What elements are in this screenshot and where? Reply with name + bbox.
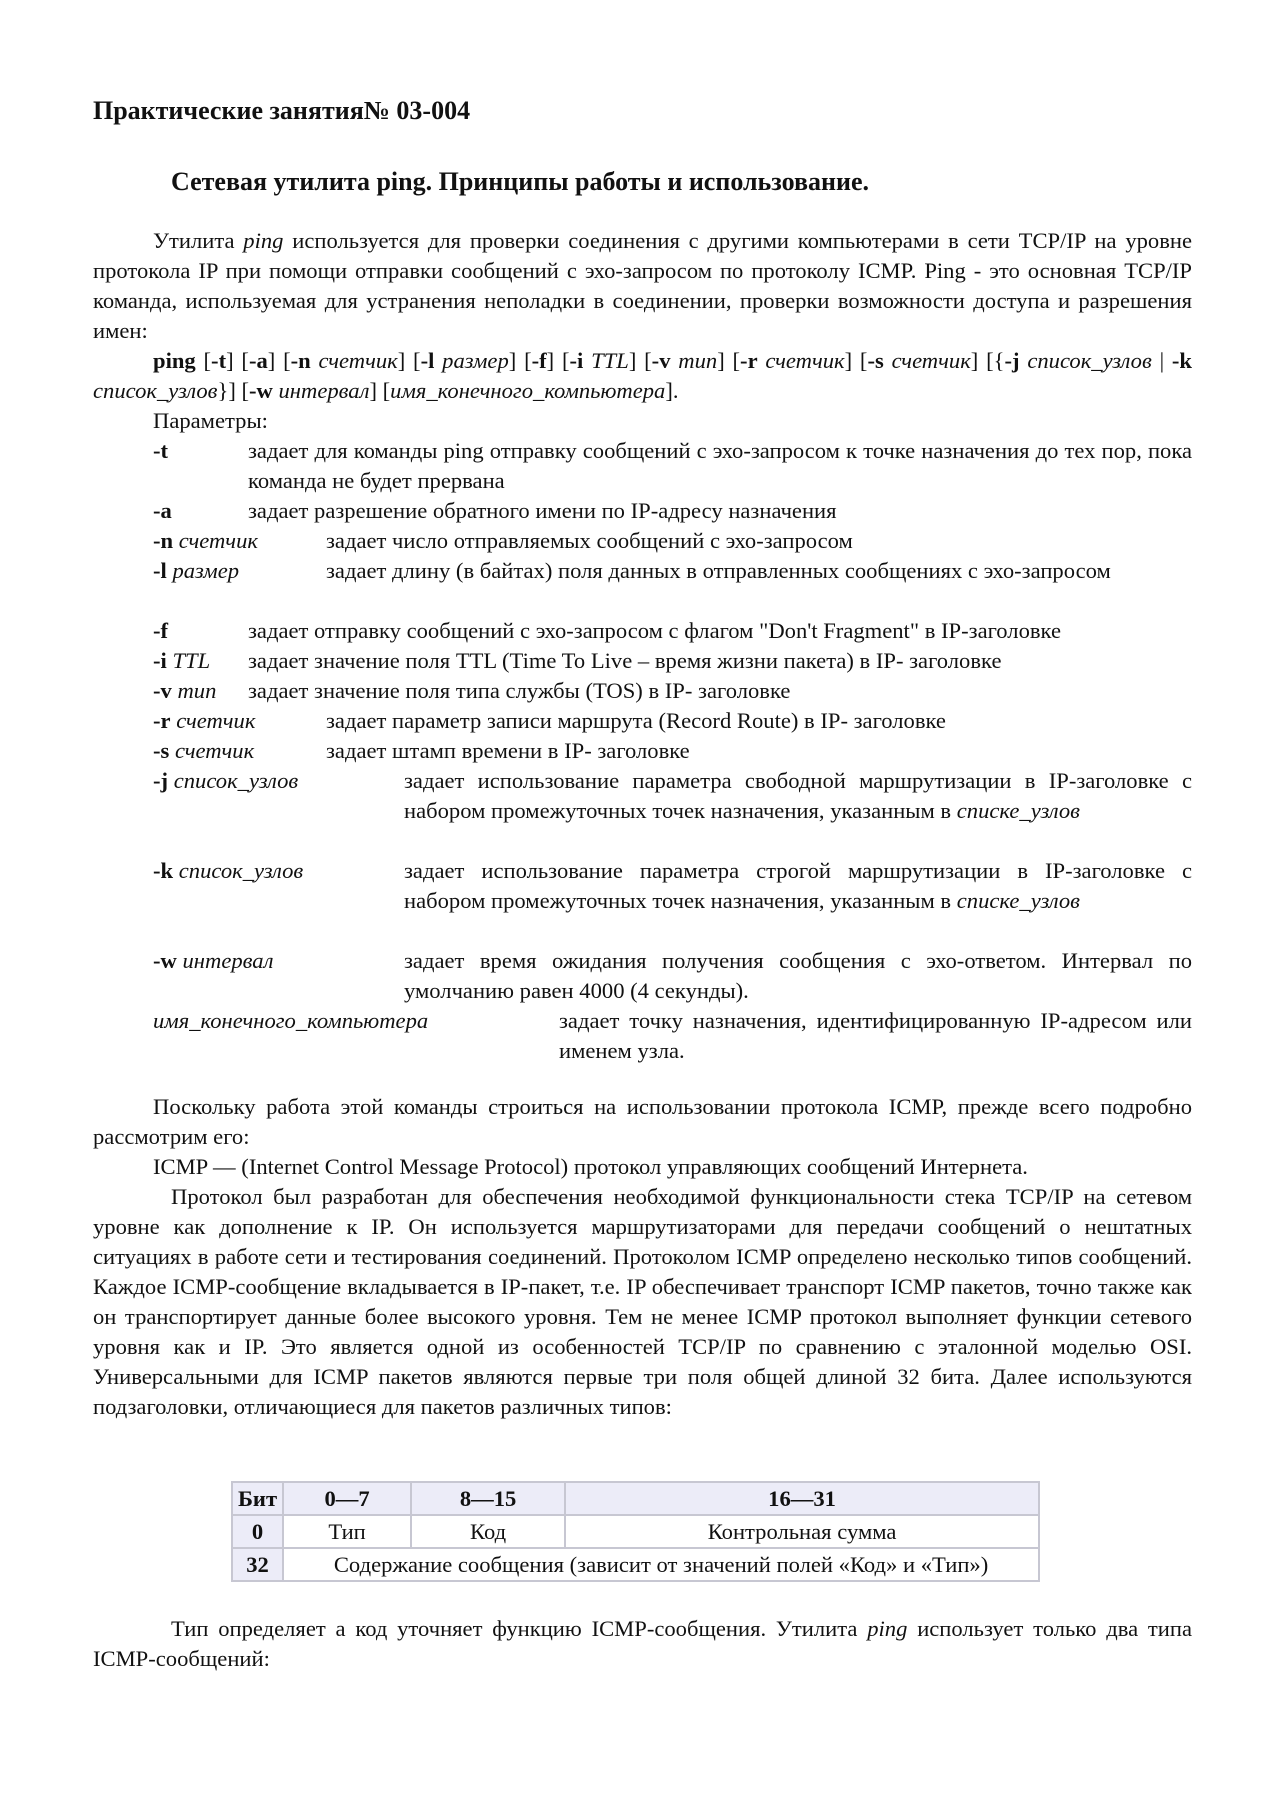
syntax-flag: -s <box>867 348 884 373</box>
param-name <box>153 436 168 466</box>
param-name <box>153 496 172 526</box>
param-desc: задает параметр записи маршрута (Record Route) в IP- заголовке <box>326 708 946 733</box>
param-flag: -l <box>153 558 167 583</box>
param-item <box>153 856 1192 913</box>
param-arg: интервал <box>176 948 274 973</box>
syntax-part: }] [ <box>217 378 250 403</box>
table-cell: 32 <box>232 1548 283 1581</box>
param-arg: список_узлов <box>173 858 304 883</box>
table-row <box>232 1515 1039 1548</box>
syntax-flag: -n <box>290 348 311 373</box>
icmp-intro-paragraph: Поскольку работа этой команды строиться на использовании протокола ICMP, прежде всего подробно рассмотрим его: <box>93 1094 1192 1149</box>
syntax-arg: счетчик <box>310 348 398 373</box>
param-name <box>153 856 303 886</box>
param-arg: счетчик <box>173 528 258 553</box>
intro-paragraph <box>93 226 1192 346</box>
syntax-part: ] [ <box>628 348 652 373</box>
type-text-b: использует только два типа ICMP-сообщений: <box>93 1616 1192 1671</box>
param-flag: -f <box>153 618 169 643</box>
param-flag: -w <box>153 948 177 973</box>
param-arg: имя_конечного_компьютера <box>153 1008 429 1033</box>
param-desc: задает число отправляемых сообщений с эхо-запросом <box>326 528 853 553</box>
param-name <box>153 646 210 676</box>
syntax-flag: -w <box>249 378 273 403</box>
table-header: Бит <box>232 1482 283 1515</box>
syntax-part: ]. <box>665 378 679 403</box>
syntax-flag: -i <box>569 348 584 373</box>
params-label: Параметры: <box>153 408 268 433</box>
param-desc-text: задает использование параметра свободной маршрутизации в IP-заголовке с набором промежуточных точек назначения, указанным в <box>404 768 1192 823</box>
syntax-part: [ <box>195 348 212 373</box>
param-arg: счетчик <box>169 738 255 763</box>
param-name <box>153 556 239 586</box>
param-desc: задает разрешение обратного имени по IP-адресу назначения <box>248 498 837 523</box>
syntax-flag: -v <box>651 348 671 373</box>
param-item <box>153 1006 1192 1063</box>
syntax-arg: размер <box>434 348 509 373</box>
table-cell: 0 <box>232 1515 283 1548</box>
param-arg: список_узлов <box>168 768 299 793</box>
table-cell: Код <box>411 1515 565 1548</box>
param-item <box>153 706 1192 736</box>
syntax-arg: имя_конечного_компьютера <box>390 378 666 403</box>
param-item <box>153 676 1192 706</box>
param-item <box>153 496 1192 526</box>
icmp-header-table <box>231 1481 1040 1582</box>
param-desc <box>404 766 1192 826</box>
intro-text-a: Утилита <box>153 228 244 253</box>
param-desc: задает для команды ping отправку сообщений с эхо-запросом к точке назначения до тех пор, пока команда не будет прервана <box>248 438 1192 493</box>
param-flag: -v <box>153 678 172 703</box>
param-desc: задает время ожидания получения сообщения с эхо-ответом. Интервал по умолчанию равен 4000 (4 секунды). <box>404 948 1192 1003</box>
param-flag: -i <box>153 648 167 673</box>
syntax-flag: -k <box>1171 348 1192 373</box>
syntax-part: ] [ <box>844 348 868 373</box>
syntax-flag: -a <box>248 348 268 373</box>
table-cell: Содержание сообщения (зависит от значений полей «Код» и «Тип») <box>283 1548 1039 1581</box>
syntax-flag: -l <box>420 348 435 373</box>
syntax-flag: -t <box>211 348 227 373</box>
param-item <box>153 616 1192 646</box>
param-name <box>153 736 254 766</box>
syntax-arg: список_узлов <box>93 378 218 403</box>
page-title: Практические занятия№ 03-004 <box>93 96 471 125</box>
param-item <box>153 946 1192 1003</box>
param-flag: -a <box>153 498 172 523</box>
syntax-part: | <box>1151 348 1172 373</box>
param-arg: TTL <box>166 648 211 673</box>
param-arg: счетчик <box>170 708 256 733</box>
param-name <box>153 526 258 556</box>
param-desc <box>404 856 1192 916</box>
syntax-arg: счетчик <box>757 348 845 373</box>
syntax-part: ] [ <box>369 378 391 403</box>
syntax-part: ] [ <box>267 348 291 373</box>
table-cell: Контрольная сумма <box>565 1515 1039 1548</box>
icmp-definition: ICMP — (Internet Control Message Protocol) протокол управляющих сообщений Интернета. <box>153 1154 1028 1179</box>
syntax-part: ] [ <box>717 348 741 373</box>
param-flag: -r <box>153 708 171 733</box>
table-header-row <box>232 1482 1039 1515</box>
param-item <box>153 436 1192 493</box>
param-desc-text: задает использование параметра строгой маршрутизации в IP-заголовке с набором промежуточных точек назначения, указанным в <box>404 858 1192 913</box>
param-flag: -j <box>153 768 169 793</box>
param-flag: -k <box>153 858 174 883</box>
syntax-cmd: ping <box>153 348 196 373</box>
syntax-part: ] [ <box>546 348 570 373</box>
table-cell: Тип <box>283 1515 411 1548</box>
syntax-arg: тип <box>670 348 718 373</box>
syntax-arg: список_узлов <box>1019 348 1152 373</box>
param-item <box>153 526 1192 556</box>
syntax-part: ] [{ <box>970 348 1005 373</box>
type-paragraph <box>93 1614 1192 1674</box>
icmp-description: Протокол был разработан для обеспечения необходимой функциональности стека TCP/IP на сетевом уровне как дополнение к IP. Он используется маршрутизаторами для передачи сообщений о нештатных ситуациях в работе сети и тестирования соединений. Протоколом ICMP определено несколько типов сообщений. Каждое ICMP-сообщение вкладывается в IP-пакет, т.е. IP обеспечивает транспорт ICMP пакетов, точно также как он транспортирует данные более высокого уровня. Тем не менее ICMP протокол выполняет функции сетевого уровня как и IP. Это является одной из особенностей TCP/IP по сравнению с эталонной моделью OSI. Универсальными для ICMP пакетов являются первые три поля общей длиной 32 бита. Далее используются подзаголовки, отличающиеся для пакетов различных типов: <box>93 1184 1192 1419</box>
param-desc: задает точку назначения, идентифицированную IP-адресом или именем узла. <box>559 1008 1192 1063</box>
page-subtitle: Сетевая утилита ping. Принципы работы и использование. <box>171 167 870 196</box>
table-header: 8—15 <box>411 1482 565 1515</box>
param-flag: -t <box>153 438 169 463</box>
syntax-arg: TTL <box>583 348 629 373</box>
syntax-part: ] [ <box>397 348 421 373</box>
param-arg: размер <box>166 558 240 583</box>
table-header: 0—7 <box>283 1482 411 1515</box>
param-desc: задает длину (в байтах) поля данных в отправленных сообщениях с эхо-запросом <box>326 558 1111 583</box>
ping-syntax <box>93 346 1192 406</box>
table-header: 16—31 <box>565 1482 1039 1515</box>
param-item <box>153 766 1192 823</box>
param-flag: -s <box>153 738 170 763</box>
param-desc: задает штамп времени в IP- заголовке <box>326 738 690 763</box>
param-name <box>153 1006 428 1036</box>
intro-text-b: используется для проверки соединения с другими компьютерами в сети TCP/IP на уровне протокола IP при помощи отправки сообщений с эхо-запросом по протоколу ICMP. Ping - это основная TCP/IP команда, используемая для устранения неполадки в соединении, проверки возможности доступа и разрешения имен: <box>93 228 1192 343</box>
param-desc-italic: списке_узлов <box>956 888 1080 913</box>
param-name <box>153 676 216 706</box>
syntax-flag: -r <box>740 348 758 373</box>
syntax-part: ] [ <box>226 348 249 373</box>
param-flag: -n <box>153 528 174 553</box>
param-desc-italic: списке_узлов <box>956 798 1080 823</box>
intro-ping-word: ping <box>243 228 284 253</box>
syntax-arg: интервал <box>272 378 370 403</box>
param-arg: тип <box>171 678 217 703</box>
param-name <box>153 616 168 646</box>
param-name <box>153 706 255 736</box>
param-desc: задает значение поля типа службы (TOS) в IP- заголовке <box>248 678 791 703</box>
param-item <box>153 646 1192 676</box>
syntax-flag: -f <box>531 348 547 373</box>
table-row <box>232 1548 1039 1581</box>
param-name <box>153 946 273 976</box>
syntax-part: ] [ <box>508 348 532 373</box>
param-item <box>153 556 1192 586</box>
type-text-a: Тип определяет а код уточняет функцию ICMP-сообщения. Утилита <box>171 1616 868 1641</box>
syntax-flag: -j <box>1004 348 1020 373</box>
syntax-arg: счетчик <box>883 348 971 373</box>
param-desc: задает значение поля TTL (Time To Live – время жизни пакета) в IP- заголовке <box>248 648 1002 673</box>
type-ping-word: ping <box>867 1616 908 1641</box>
param-item <box>153 736 1192 766</box>
param-name <box>153 766 298 796</box>
param-desc: задает отправку сообщений с эхо-запросом с флагом "Don't Fragment" в IP-заголовке <box>248 618 1061 643</box>
